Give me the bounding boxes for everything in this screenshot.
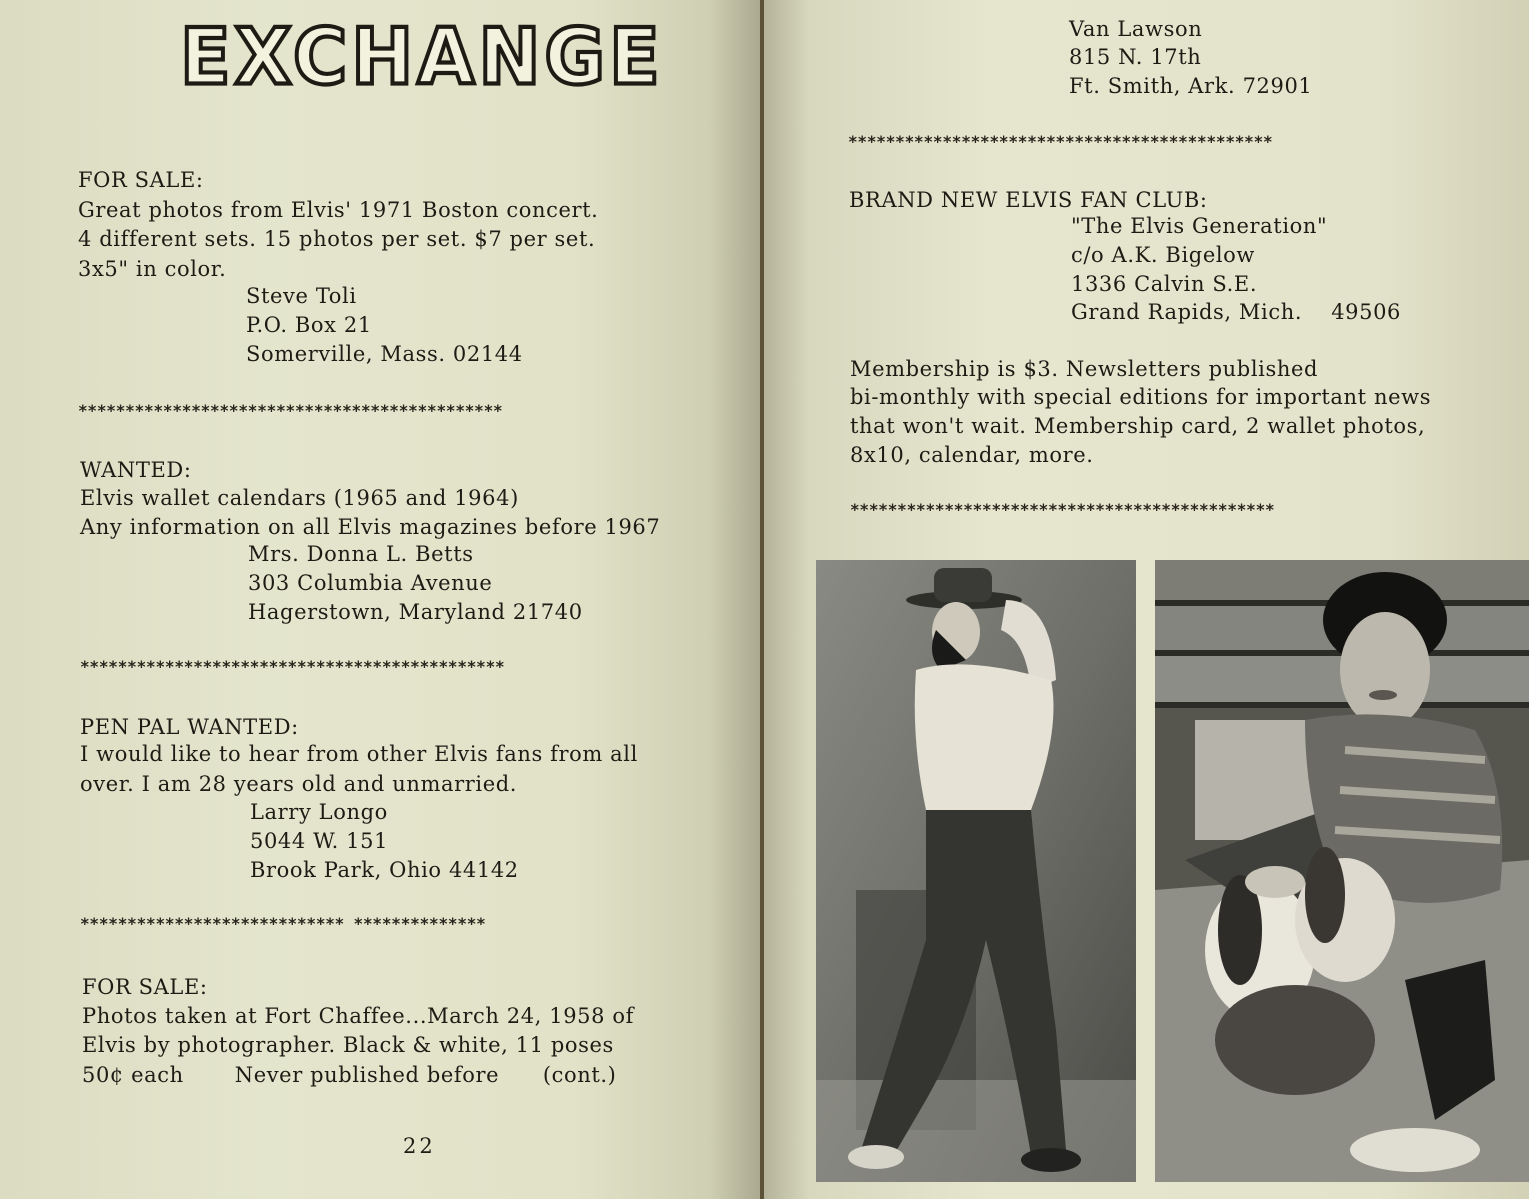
photo-elvis-walking: [816, 560, 1136, 1182]
address-line: 1336 Calvin S.E.: [1071, 272, 1258, 296]
address-line: Brook Park, Ohio 44142: [250, 858, 519, 882]
address-line: 815 N. 17th: [1069, 45, 1202, 69]
ad-body-line: Membership is $3. Newsletters published: [850, 357, 1319, 381]
separator-stars: *********************************************: [850, 500, 1275, 519]
separator-stars: *********************************************: [78, 401, 503, 420]
ad-body-line: Photos taken at Fort Chaffee...March 24, 1958 of: [82, 1004, 634, 1028]
ad-body-line: I would like to hear from other Elvis fans from all: [80, 742, 638, 766]
ad-body-line: Elvis wallet calendars (1965 and 1964): [80, 486, 519, 510]
right-page: [764, 0, 1529, 1199]
address-line: 5044 W. 151: [250, 829, 389, 853]
address-line: 303 Columbia Avenue: [248, 571, 493, 595]
ad-body-line: bi-monthly with special editions for important news: [850, 385, 1432, 409]
ad-body-line: Any information on all Elvis magazines before 1967: [80, 515, 661, 539]
ad-body-line: 50¢ each Never published before (cont.): [82, 1063, 617, 1087]
address-line: Van Lawson: [1069, 17, 1203, 41]
exchange-headline: EXCHANGE: [180, 11, 664, 103]
separator-stars: *********************************************: [848, 132, 1273, 151]
left-page: [0, 0, 762, 1199]
address-line: Grand Rapids, Mich. 49506: [1071, 300, 1402, 324]
ad-heading: FOR SALE:: [82, 975, 208, 999]
ad-heading: PEN PAL WANTED:: [80, 715, 299, 739]
ad-body-line: 8x10, calendar, more.: [850, 443, 1094, 467]
address-line: Ft. Smith, Ark. 72901: [1069, 74, 1313, 98]
ad-body-line: over. I am 28 years old and unmarried.: [80, 772, 518, 796]
ad-body-line: 4 different sets. 15 photos per set. $7 per set.: [78, 227, 596, 251]
address-line: Steve Toli: [246, 284, 357, 308]
address-line: Somerville, Mass. 02144: [246, 342, 523, 366]
address-line: Hagerstown, Maryland 21740: [248, 600, 583, 624]
address-line: "The Elvis Generation": [1071, 214, 1328, 238]
address-line: Mrs. Donna L. Betts: [248, 542, 474, 566]
photo-elvis-with-dogs: [1155, 560, 1529, 1182]
ad-body-line: 3x5" in color.: [78, 257, 227, 281]
ad-heading: FOR SALE:: [78, 168, 204, 192]
address-line: Larry Longo: [250, 800, 388, 824]
ad-body-line: Great photos from Elvis' 1971 Boston concert.: [78, 198, 599, 222]
ad-heading: WANTED:: [80, 458, 192, 482]
separator-stars: *********************************************: [80, 657, 505, 676]
ad-heading: BRAND NEW ELVIS FAN CLUB:: [849, 188, 1208, 212]
ad-body-line: that won't wait. Membership card, 2 wallet photos,: [850, 414, 1426, 438]
photo-elvis-walking-image: [816, 560, 1136, 1182]
ad-body-line: Elvis by photographer. Black & white, 11 poses: [82, 1033, 614, 1057]
address-line: P.O. Box 21: [246, 313, 372, 337]
separator-stars: **************************** **************: [80, 914, 486, 933]
photo-elvis-with-dogs-image: [1155, 560, 1529, 1182]
page-number: 22: [403, 1134, 436, 1158]
address-line: c/o A.K. Bigelow: [1071, 243, 1255, 267]
